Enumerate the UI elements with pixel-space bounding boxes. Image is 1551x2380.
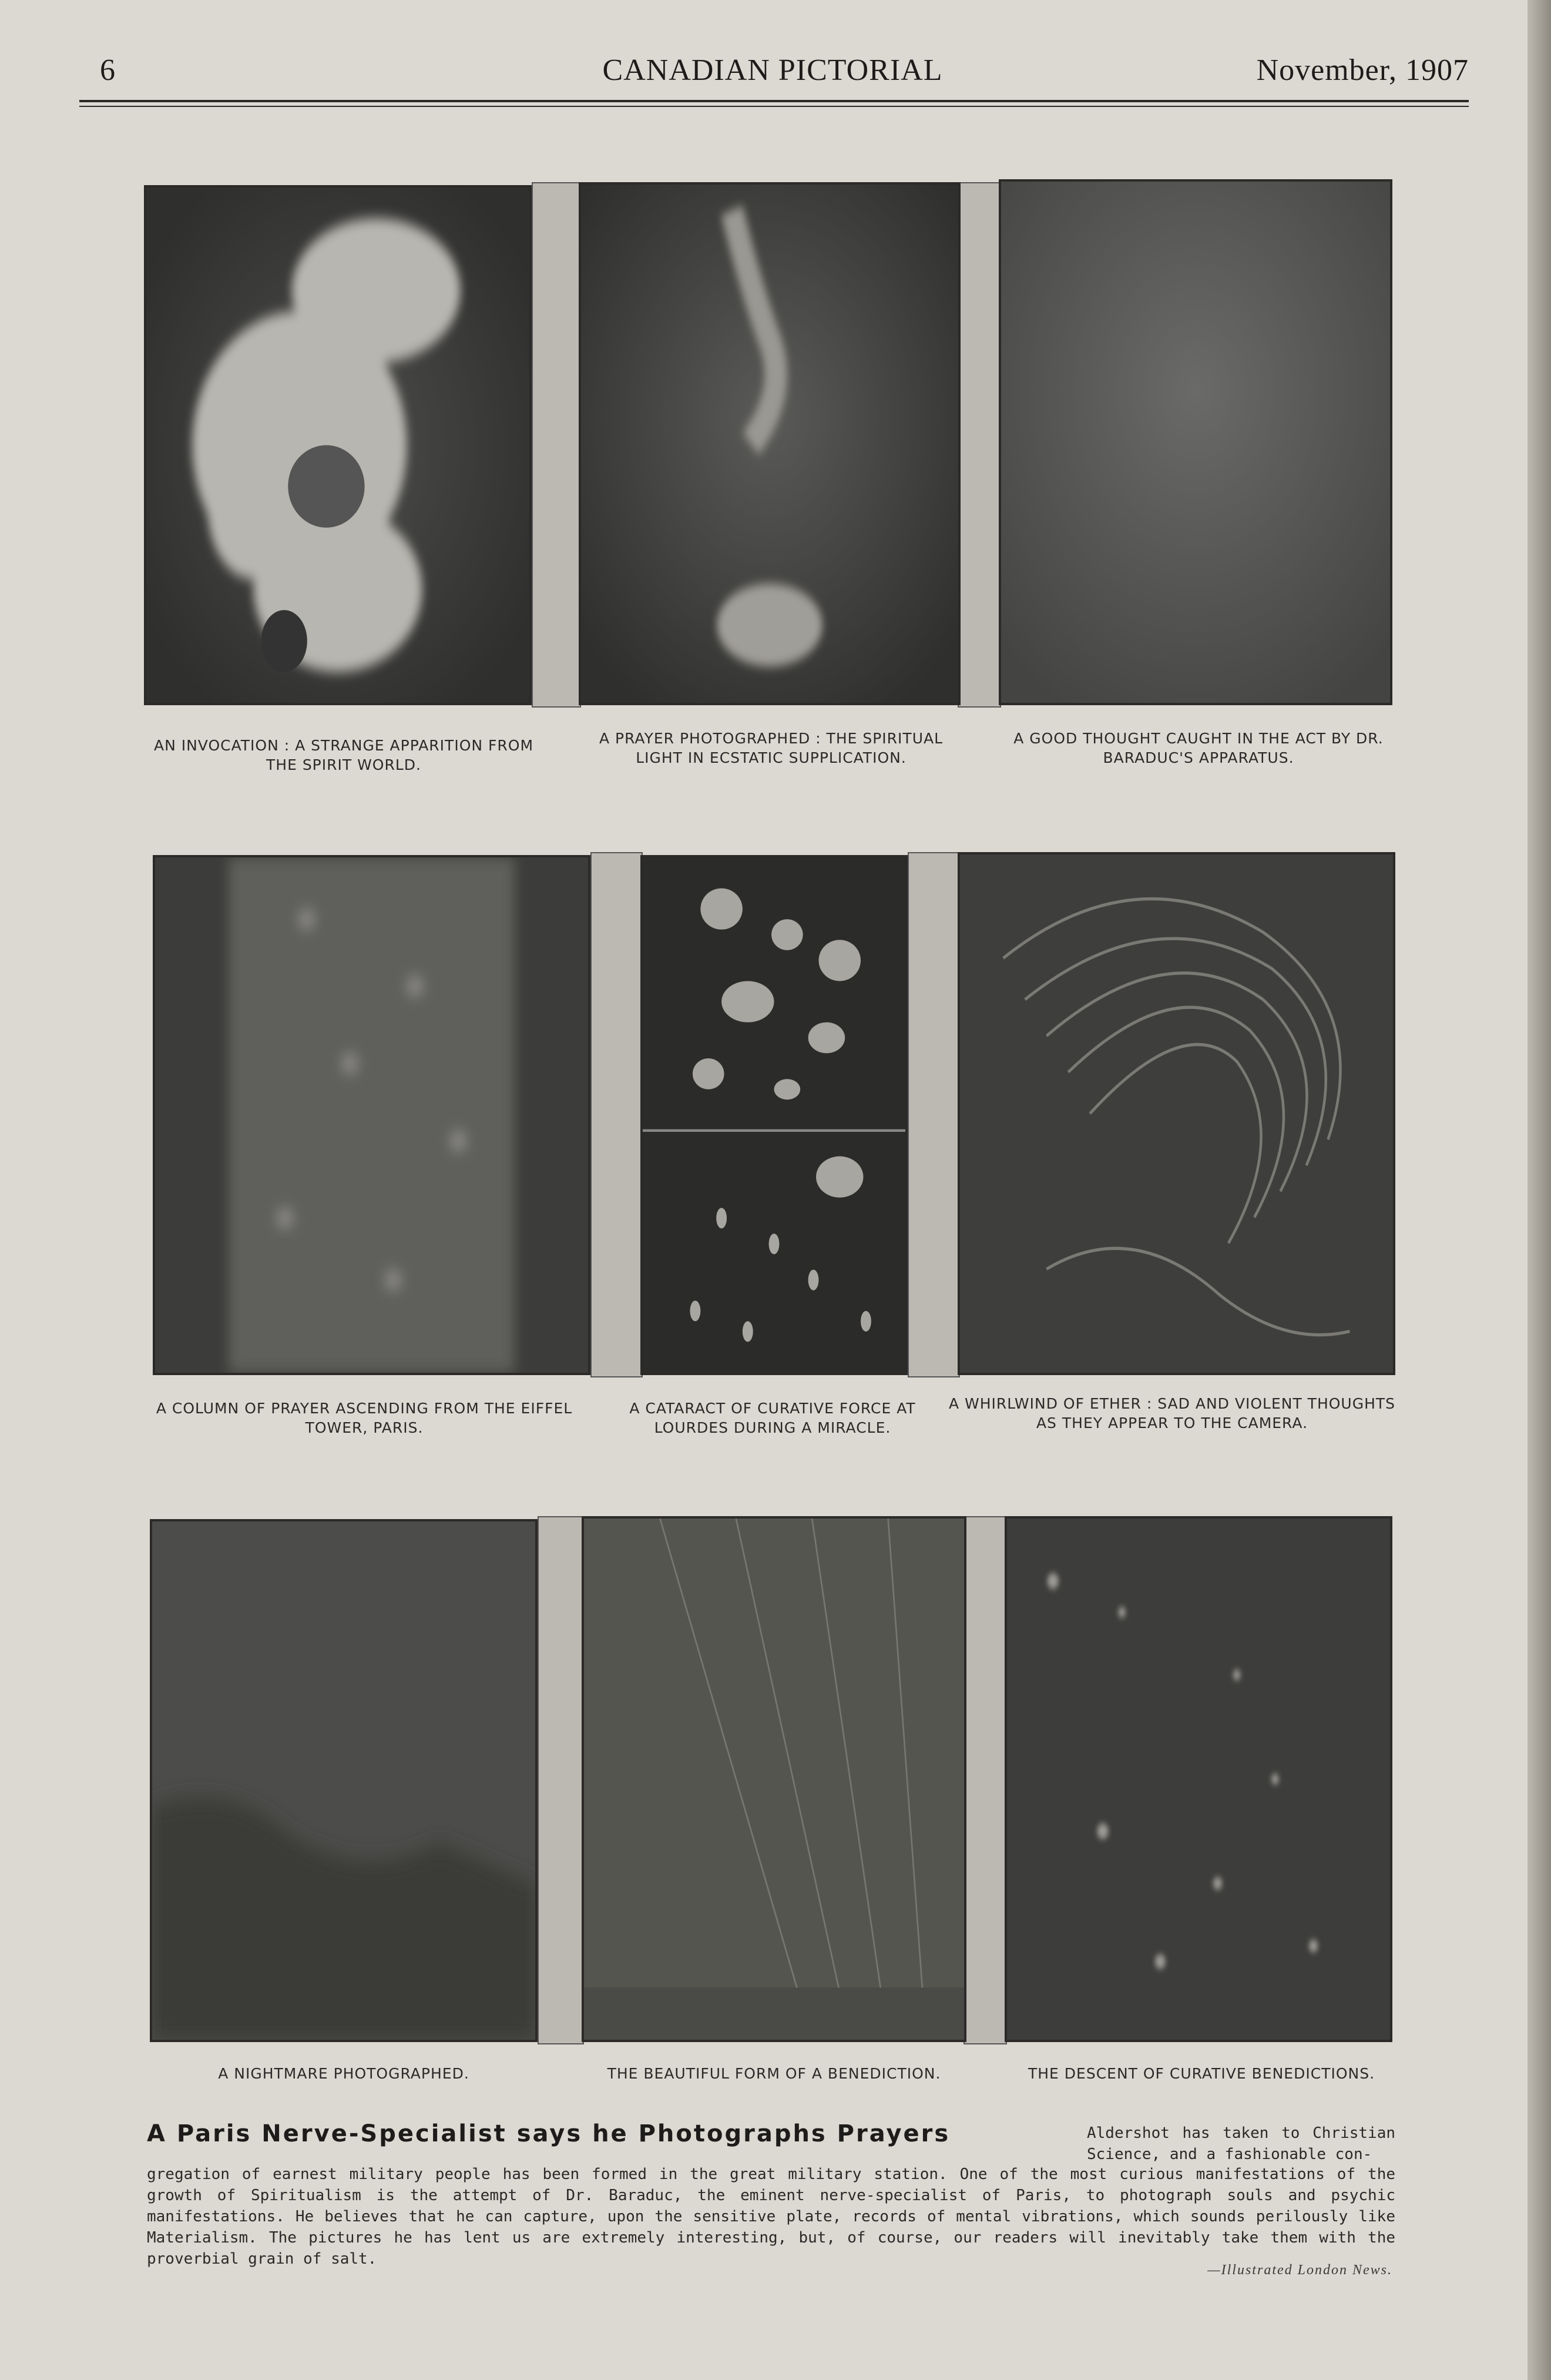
- page-header: [76, 53, 1469, 94]
- photo-caption: THE BEAUTIFUL FORM OF A BENEDICTION.: [607, 2065, 941, 2082]
- photo-gutter: [538, 1516, 584, 2044]
- photo-caption: A NIGHTMARE PHOTOGRAPHED.: [218, 2065, 469, 2082]
- photo-gutter: [964, 1516, 1007, 2044]
- photo-good-thought: [999, 179, 1392, 705]
- photo-beautiful-form-of-benediction: [582, 1516, 966, 2042]
- photo-caption: A GOOD THOUGHT CAUGHT IN THE ACT BY DR. BARADUC'S APPARATUS.: [1013, 730, 1384, 766]
- photo-caption: A WHIRLWIND OF ETHER : SAD AND VIOLENT THOUGHTS AS THEY APPEAR TO THE CAMERA.: [948, 1395, 1396, 1432]
- photo-column-of-prayer: [153, 855, 590, 1375]
- photo-caption: THE DESCENT OF CURATIVE BENEDICTIONS.: [1028, 2065, 1375, 2082]
- photo-caption: A CATARACT OF CURATIVE FORCE AT LOURDES DURING A MIRACLE.: [629, 1400, 916, 1436]
- article-side-text: Aldershot has taken to Christian Science, and a fashionable con-: [1087, 2124, 1395, 2163]
- page-number: 6: [100, 53, 116, 87]
- photo-cataract-of-curative-force: [640, 855, 908, 1375]
- photo-invocation: [144, 185, 532, 705]
- photo-caption: AN INVOCATION : A STRANGE APPARITION FROM THE SPIRIT WORLD.: [153, 737, 534, 773]
- article-source: —Illustrated London News.: [1207, 2262, 1392, 2278]
- publication-title: CANADIAN PICTORIAL: [602, 53, 943, 87]
- photo-gutter: [590, 852, 643, 1377]
- photo-prayer: [579, 182, 961, 705]
- photo-whirlwind-of-ether: [958, 852, 1395, 1375]
- header-rule-thin: [79, 106, 1469, 107]
- photo-caption: A COLUMN OF PRAYER ASCENDING FROM THE EIFFEL TOWER, PARIS.: [156, 1400, 573, 1436]
- article-body: gregation of earnest military people has been formed in the great military station. One of the most curious manifestations of the growth of Spiritualism is the attempt of Dr. Baraduc, the eminent nerve-specialist of Paris, to photograph souls and psychic manifestations. He believes that he can capture, upon the sensitive plate, records of mental vibrations, which sounds perilously like Materialism. The pictures he has lent us are extremely interesting, but, of course, our readers will inevitably take them with the proverbial grain of salt.: [147, 2166, 1395, 2268]
- photo-gutter: [958, 182, 1001, 708]
- photo-nightmare: [150, 1519, 538, 2042]
- photo-descent-of-curative-benedictions: [1005, 1516, 1392, 2042]
- issue-date: November, 1907: [1256, 53, 1469, 87]
- photo-caption: A PRAYER PHOTOGRAPHED : THE SPIRITUAL LIGHT IN ECSTATIC SUPPLICATION.: [599, 730, 944, 766]
- photo-gutter: [908, 852, 960, 1377]
- photo-gutter: [532, 182, 581, 708]
- header-rule: [79, 100, 1469, 102]
- book-spine-edge: [1528, 0, 1551, 2380]
- article-headline: A Paris Nerve-Specialist says he Photographs Prayers: [147, 2120, 951, 2147]
